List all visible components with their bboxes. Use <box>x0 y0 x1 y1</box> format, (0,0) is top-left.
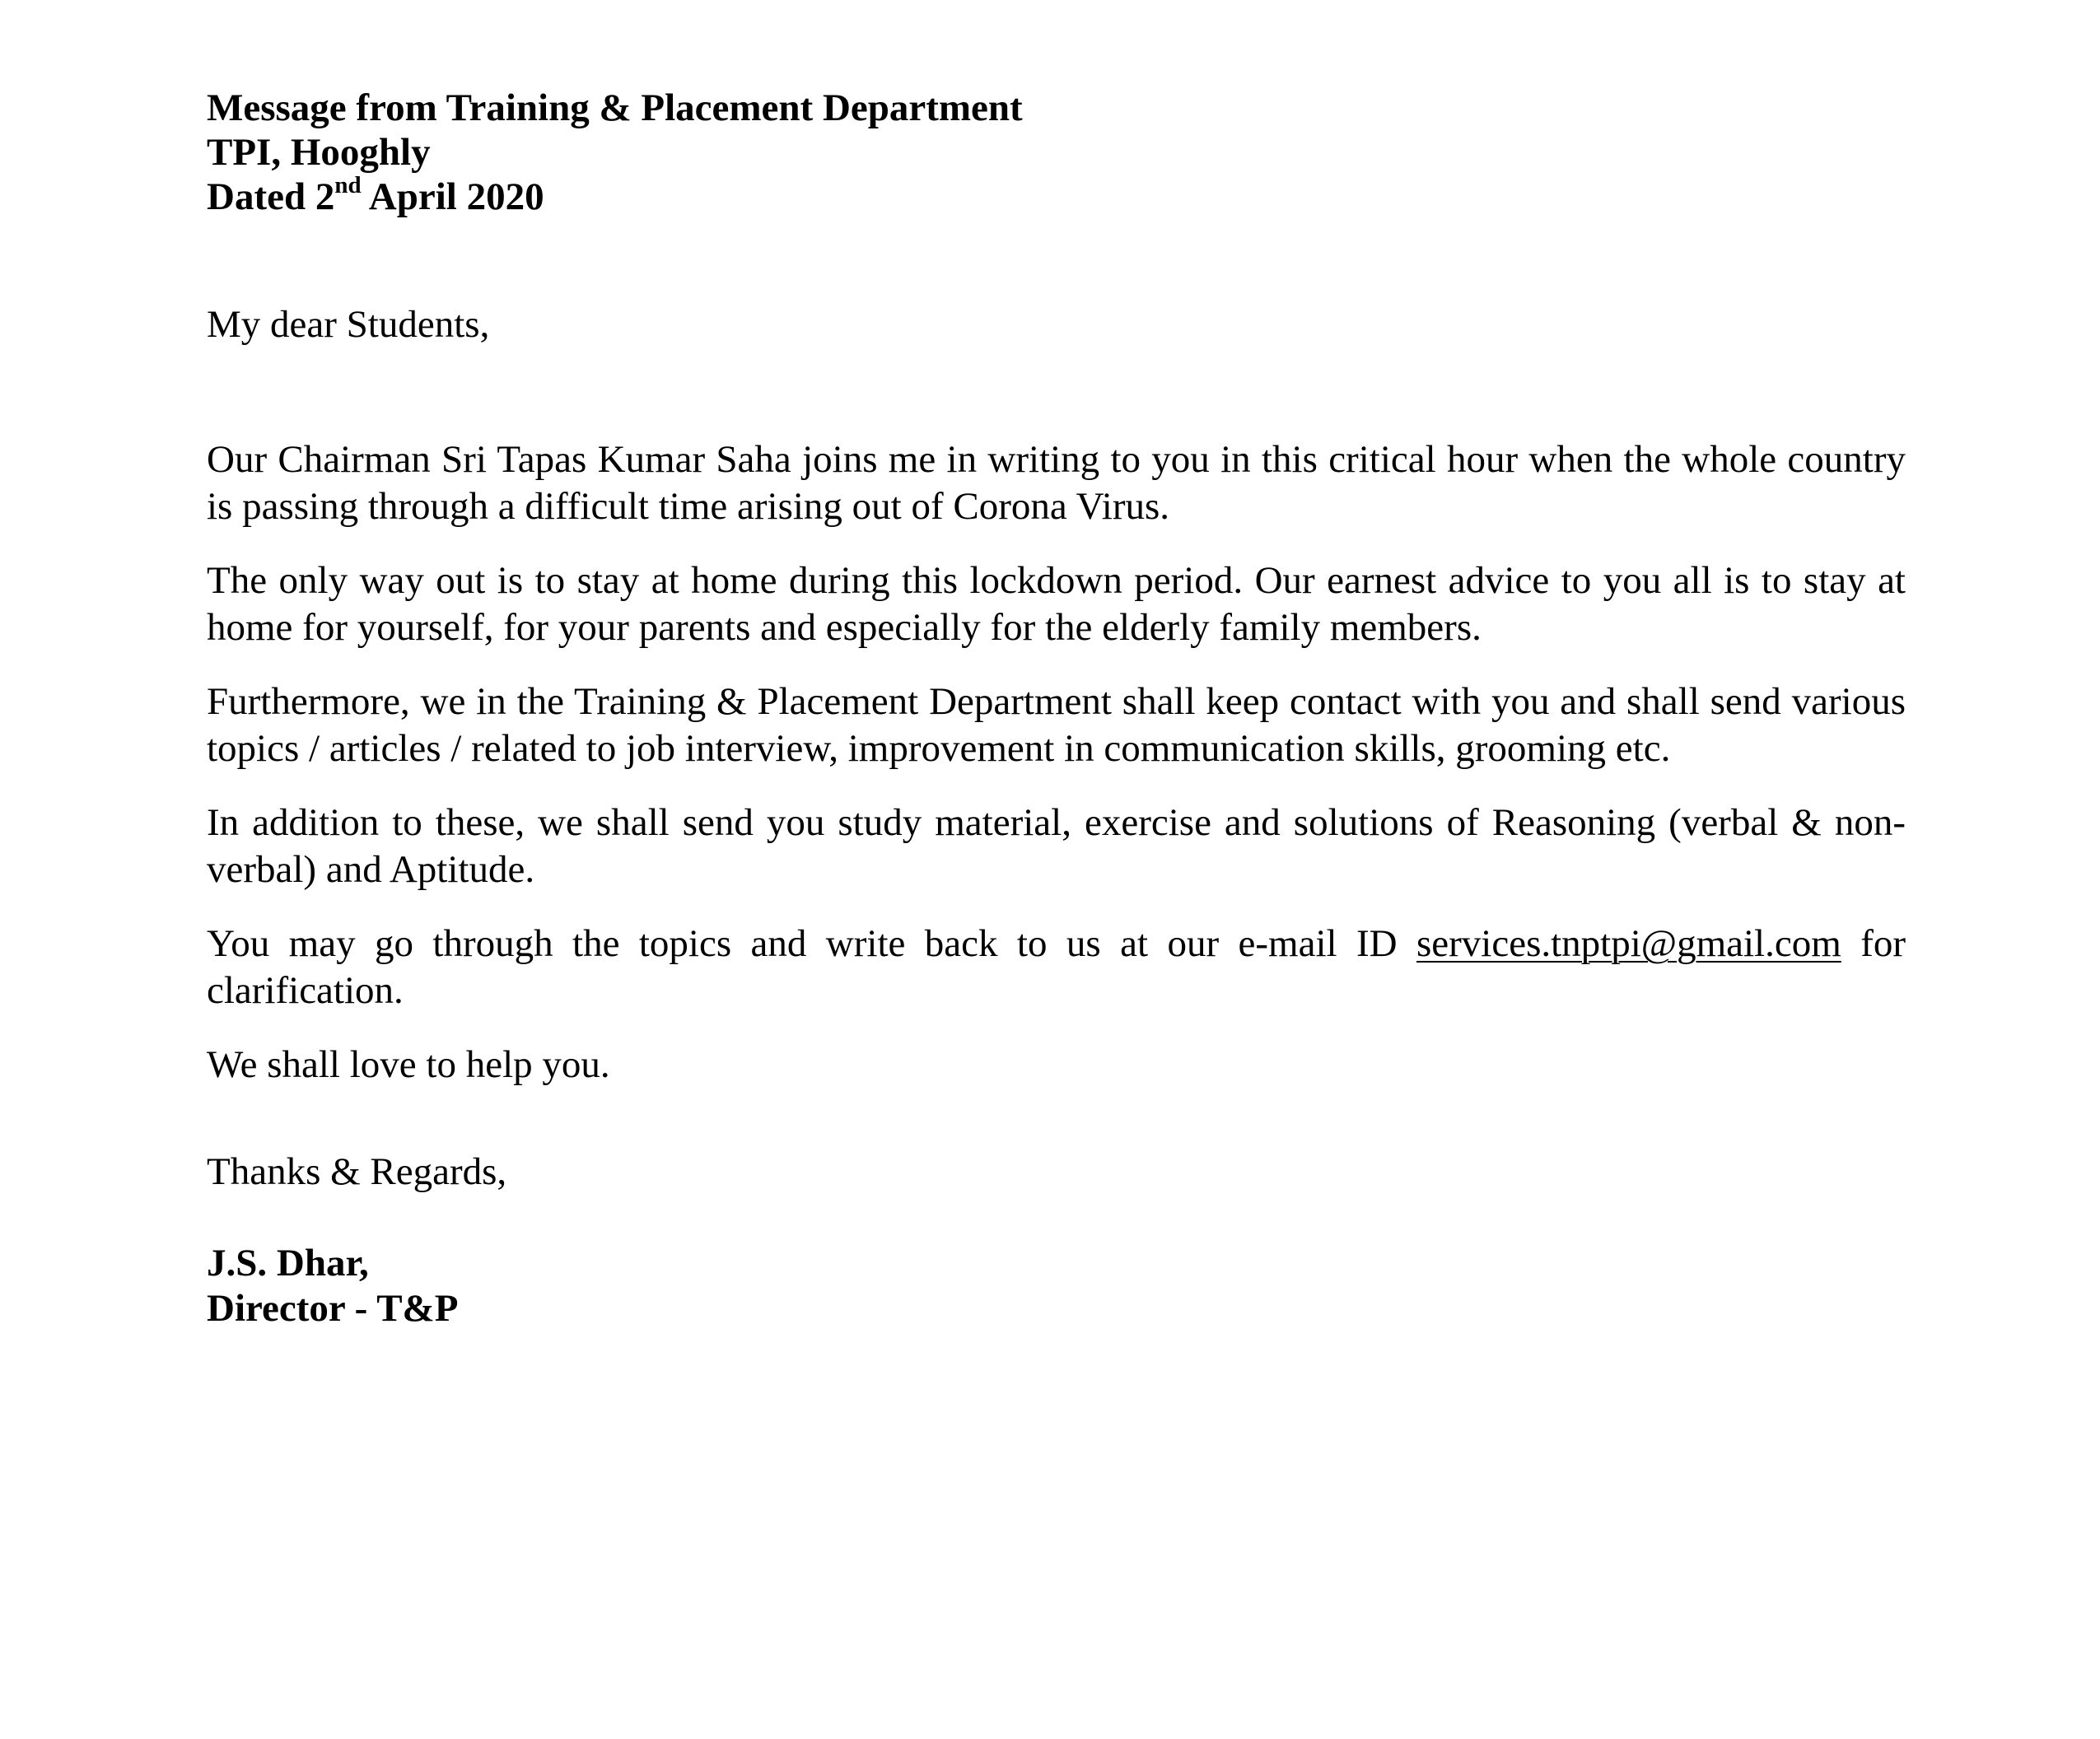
letter-heading <box>207 86 1906 219</box>
letter-date <box>207 172 1906 219</box>
date-superscript: nd <box>334 172 362 198</box>
institute-name: TPI, Hooghly <box>207 131 431 174</box>
date-prefix: Dated 2 <box>207 175 335 218</box>
paragraph-contact: Furthermore, we in the Training & Placement Department shall keep contact with you and shall send various topics / articles / related to job interview, improvement in communication skills, grooming etc. <box>207 680 1906 770</box>
paragraph-help: We shall love to help you. <box>207 1043 610 1086</box>
paragraph-study-material: In addition to these, we shall send you study material, exercise and solutions of Reasoning (verbal & non-verbal) and Aptitude. <box>207 801 1906 891</box>
department-title: Message from Training & Placement Department <box>207 86 1023 129</box>
email-trail-text: for clarification. <box>207 922 1906 1012</box>
paragraph-email <box>207 921 1906 1014</box>
letter-body <box>207 86 1906 1331</box>
signatory-name: J.S. Dhar, <box>207 1242 369 1284</box>
date-suffix: April 2020 <box>361 175 544 218</box>
signatory-title: Director - T&P <box>207 1287 459 1330</box>
email-link[interactable]: services.tnptpi@gmail.com <box>1416 922 1841 965</box>
paragraph-stay-home: The only way out is to stay at home during this lockdown period. Our earnest advice to you all is to stay at home for yourself, for your parents and especially for the elderly family members. <box>207 559 1906 649</box>
closing: Thanks & Regards, <box>207 1150 507 1193</box>
signature-block <box>207 1241 1906 1331</box>
email-lead-text: You may go through the topics and write back to us at our e-mail ID <box>207 922 1416 965</box>
message-body <box>207 436 1906 1089</box>
salutation: My dear Students, <box>207 303 490 346</box>
paragraph-chairman: Our Chairman Sri Tapas Kumar Saha joins me in writing to you in this critical hour when the whole country is passing through a difficult time arising out of Corona Virus. <box>207 438 1906 528</box>
